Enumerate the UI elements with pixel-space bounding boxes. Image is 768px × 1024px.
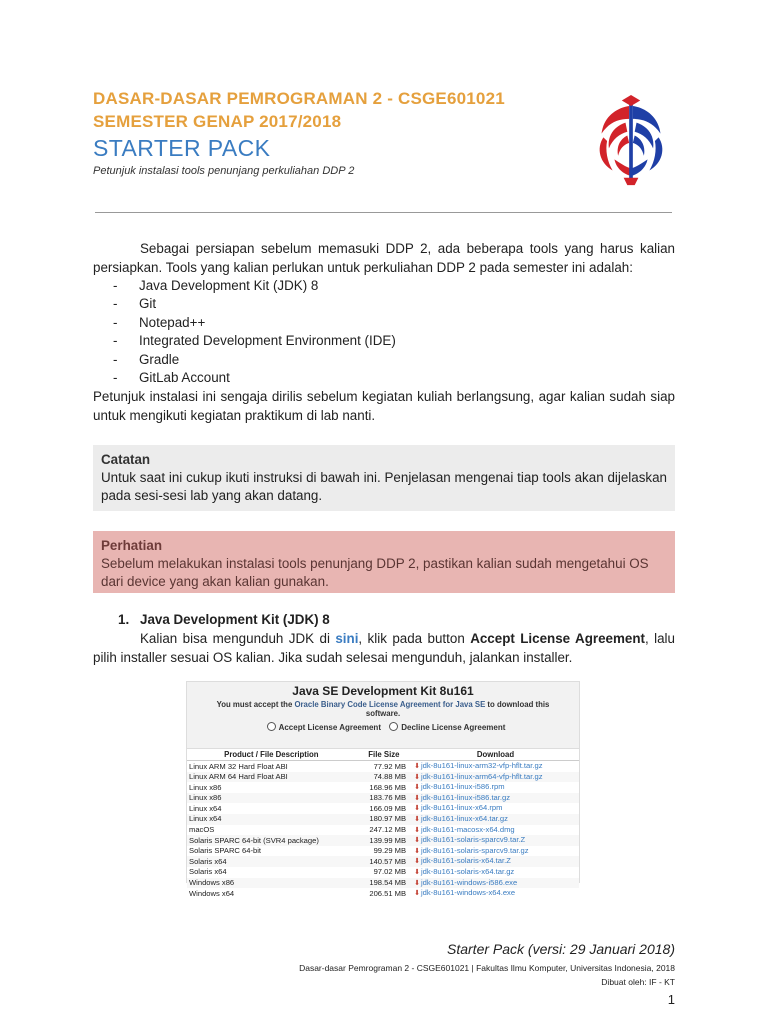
table-row [187, 803, 579, 814]
download-arrow-icon[interactable]: ⬇ [414, 805, 420, 813]
download-arrow-icon[interactable]: ⬇ [414, 815, 420, 823]
jdk-download-screenshot [186, 681, 580, 898]
download-cell[interactable] [412, 867, 579, 878]
table-row [187, 772, 579, 783]
file-size-cell: 180.97 MB [356, 814, 412, 825]
file-size-cell: 74.88 MB [356, 772, 412, 783]
download-cell[interactable] [412, 772, 579, 783]
decline-radio-icon[interactable] [389, 722, 398, 731]
download-link[interactable]: jdk-8u161-windows-x64.exe [420, 888, 516, 898]
closing-paragraph: Petunjuk instalasi ini sengaja dirilis sebelum kegiatan kuliah berlangsung, agar kalian sudah siap untuk mengikuti kegiatan praktikum di lab nanti. [93, 389, 675, 423]
file-size-cell: 166.09 MB [369, 803, 407, 813]
jdk-table-header [187, 682, 579, 749]
product-cell: Linux x86 [187, 793, 356, 804]
table-row [187, 814, 579, 825]
file-size-cell: 198.54 MB [356, 878, 412, 889]
warning-title: Perhatian [101, 538, 163, 553]
download-cell[interactable] [412, 814, 579, 825]
table-row [187, 856, 579, 867]
download-arrow-icon[interactable]: ⬇ [414, 826, 420, 834]
license-text-pre: You must accept the [216, 700, 295, 709]
file-size-cell: 139.99 MB [356, 835, 412, 846]
column-header: File Size [356, 749, 412, 761]
section-heading [118, 612, 330, 627]
product-cell: Linux ARM 64 Hard Float ABI [187, 772, 356, 783]
download-arrow-icon[interactable]: ⬇ [414, 858, 420, 866]
course-title: DASAR-DASAR PEMROGRAMAN 2 - CSGE601021 [93, 89, 505, 108]
download-arrow-icon[interactable]: ⬇ [414, 837, 420, 845]
product-cell: Windows x86 [187, 878, 356, 889]
download-arrow-icon[interactable]: ⬇ [414, 773, 420, 781]
jdk-downloads-table [187, 749, 579, 899]
list-item: - Gradle [113, 351, 396, 369]
column-header: Product / File Description [187, 749, 356, 761]
product-cell: Windows x64 [189, 888, 235, 898]
file-size-cell: 247.12 MB [369, 825, 407, 835]
download-cell[interactable] [412, 888, 579, 899]
product-cell: Solaris x64 [189, 867, 227, 877]
download-link[interactable]: jdk-8u161-linux-i586.tar.gz [420, 792, 511, 802]
header-divider [95, 212, 672, 213]
table-row [187, 878, 579, 889]
warning-text: Sebelum melakukan instalasi tools penunjang DDP 2, pastikan kalian sudah mengetahui OS dari device yang akan kalian gunakan. [101, 556, 649, 589]
table-row [187, 825, 579, 836]
section-title: Java Development Kit (JDK) 8 [140, 612, 330, 627]
download-link[interactable]: jdk-8u161-solaris-x64.tar.Z [420, 856, 511, 866]
download-arrow-icon[interactable]: ⬇ [414, 763, 420, 770]
table-row [187, 793, 579, 804]
footer-author: Dibuat oleh: IF - KT [601, 977, 675, 987]
footer-course: Dasar-dasar Pemrograman 2 - CSGE601021 | Fakultas Ilmu Komputer, Universitas Indonesia, 2018 [299, 963, 675, 973]
page-title: STARTER PACK [93, 135, 271, 161]
license-link[interactable]: Oracle Binary Code License Agreement for Java SE [294, 700, 486, 709]
download-cell[interactable] [412, 761, 579, 772]
download-link[interactable]: jdk-8u161-solaris-sparcv9.tar.Z [420, 835, 526, 845]
download-link[interactable]: jdk-8u161-solaris-x64.tar.gz [420, 866, 515, 876]
warning-box [93, 531, 675, 593]
download-arrow-icon[interactable]: ⬇ [414, 868, 420, 876]
jdk-table-title: Java SE Development Kit 8u161 [292, 684, 474, 698]
note-box [93, 445, 675, 511]
intro-paragraph: Sebagai persiapan sebelum memasuki DDP 2, ada beberapa tools yang harus kalian persiapkan. Tools yang kalian perlukan untuk perkuliahan DDP 2 pada semester ini adalah: [93, 241, 675, 275]
download-link[interactable]: jdk-8u161-macosx-x64.dmg [420, 824, 515, 834]
note-text: Untuk saat ini cukup ikuti instruksi di bawah ini. Penjelasan mengenai tiap tools akan dijelaskan pada sesi-sesi lab yang akan datang. [101, 470, 667, 503]
download-link[interactable]: jdk-8u161-linux-i586.rpm [420, 782, 505, 792]
tools-list [113, 277, 396, 387]
university-logo-icon [585, 95, 677, 187]
product-cell: Linux x86 [189, 782, 222, 792]
download-cell[interactable] [412, 846, 579, 857]
download-cell[interactable] [412, 793, 579, 804]
page-number: 1 [667, 992, 675, 1007]
table-row [187, 835, 579, 846]
file-size-cell: 99.29 MB [373, 846, 407, 856]
accept-radio-icon[interactable] [267, 722, 276, 731]
file-size-cell: 140.57 MB [356, 856, 412, 867]
download-link[interactable]: jdk-8u161-windows-i586.exe [420, 877, 518, 887]
table-row [187, 761, 579, 772]
download-arrow-icon[interactable]: ⬇ [414, 847, 420, 855]
file-size-cell: 97.02 MB [373, 867, 407, 877]
download-cell[interactable] [412, 782, 579, 793]
file-size-cell: 206.51 MB [369, 888, 407, 898]
download-arrow-icon[interactable]: ⬇ [414, 879, 420, 887]
download-arrow-icon[interactable]: ⬇ [414, 890, 420, 898]
download-arrow-icon[interactable]: ⬇ [414, 784, 420, 792]
download-link[interactable]: jdk-8u161-linux-x64.tar.gz [420, 813, 508, 823]
accept-radio-label[interactable]: Accept License Agreement [278, 723, 381, 732]
column-header: Download [412, 749, 579, 761]
table-row [187, 867, 579, 878]
download-arrow-icon[interactable]: ⬇ [414, 794, 420, 802]
download-cell[interactable] [412, 856, 579, 867]
note-title: Catatan [101, 452, 151, 467]
list-item: - GitLab Account [113, 369, 396, 387]
product-cell: macOS [189, 825, 215, 835]
decline-radio-label[interactable]: Decline License Agreement [401, 723, 506, 732]
license-text-post: to download this software. [365, 700, 550, 718]
table-row [187, 782, 579, 793]
download-link[interactable]: jdk-8u161-linux-x64.rpm [420, 803, 503, 813]
jdk-text-2: , klik pada button [358, 631, 471, 646]
jdk-text-1: Kalian bisa mengunduh JDK di [140, 631, 336, 646]
download-link[interactable]: jdk-8u161-linux-arm32-vfp-hflt.tar.gz [420, 761, 543, 770]
download-cell[interactable] [412, 878, 579, 889]
file-size-cell: 183.76 MB [356, 793, 412, 804]
download-link[interactable]: jdk-8u161-solaris-sparcv9.tar.gz [420, 845, 529, 855]
product-cell: Linux ARM 32 Hard Float ABI [189, 761, 288, 771]
section-number: 1. [118, 612, 130, 627]
download-cell[interactable] [412, 803, 579, 814]
license-radio-group [187, 722, 579, 732]
file-size-cell: 77.92 MB [373, 761, 407, 771]
download-cell[interactable] [412, 825, 579, 836]
list-item: - Java Development Kit (JDK) 8 [113, 277, 396, 295]
page-subtitle: Petunjuk instalasi tools penunjang perkuliahan DDP 2 [93, 165, 355, 177]
product-cell: Linux x64 [187, 814, 356, 825]
file-size-cell: 168.96 MB [369, 782, 407, 792]
jdk-paragraph [93, 630, 675, 667]
download-link[interactable]: jdk-8u161-linux-arm64-vfp-hflt.tar.gz [420, 771, 543, 781]
accept-button-name: Accept License Agreement [470, 631, 645, 646]
list-item: - Git [113, 295, 396, 313]
product-cell: Solaris SPARC 64-bit [189, 846, 262, 856]
semester-title: SEMESTER GENAP 2017/2018 [93, 112, 342, 131]
jdk-table-body [187, 761, 579, 899]
product-cell: Solaris x64 [187, 856, 356, 867]
jdk-download-link[interactable]: sini [335, 631, 359, 646]
jdk-text-3: , lalu pilih installer sesuai OS kalian. Jika sudah selesai mengunduh, jalankan installer. [93, 631, 675, 665]
product-cell: Solaris SPARC 64-bit (SVR4 package) [187, 835, 356, 846]
license-notice [187, 700, 579, 718]
footer-version: Starter Pack (versi: 29 Januari 2018) [447, 941, 675, 957]
table-row [187, 888, 579, 899]
list-item: - Integrated Development Environment (IDE) [113, 332, 396, 350]
download-cell[interactable] [412, 835, 579, 846]
product-cell: Linux x64 [189, 803, 222, 813]
table-row [187, 846, 579, 857]
list-item: - Notepad++ [113, 314, 396, 332]
